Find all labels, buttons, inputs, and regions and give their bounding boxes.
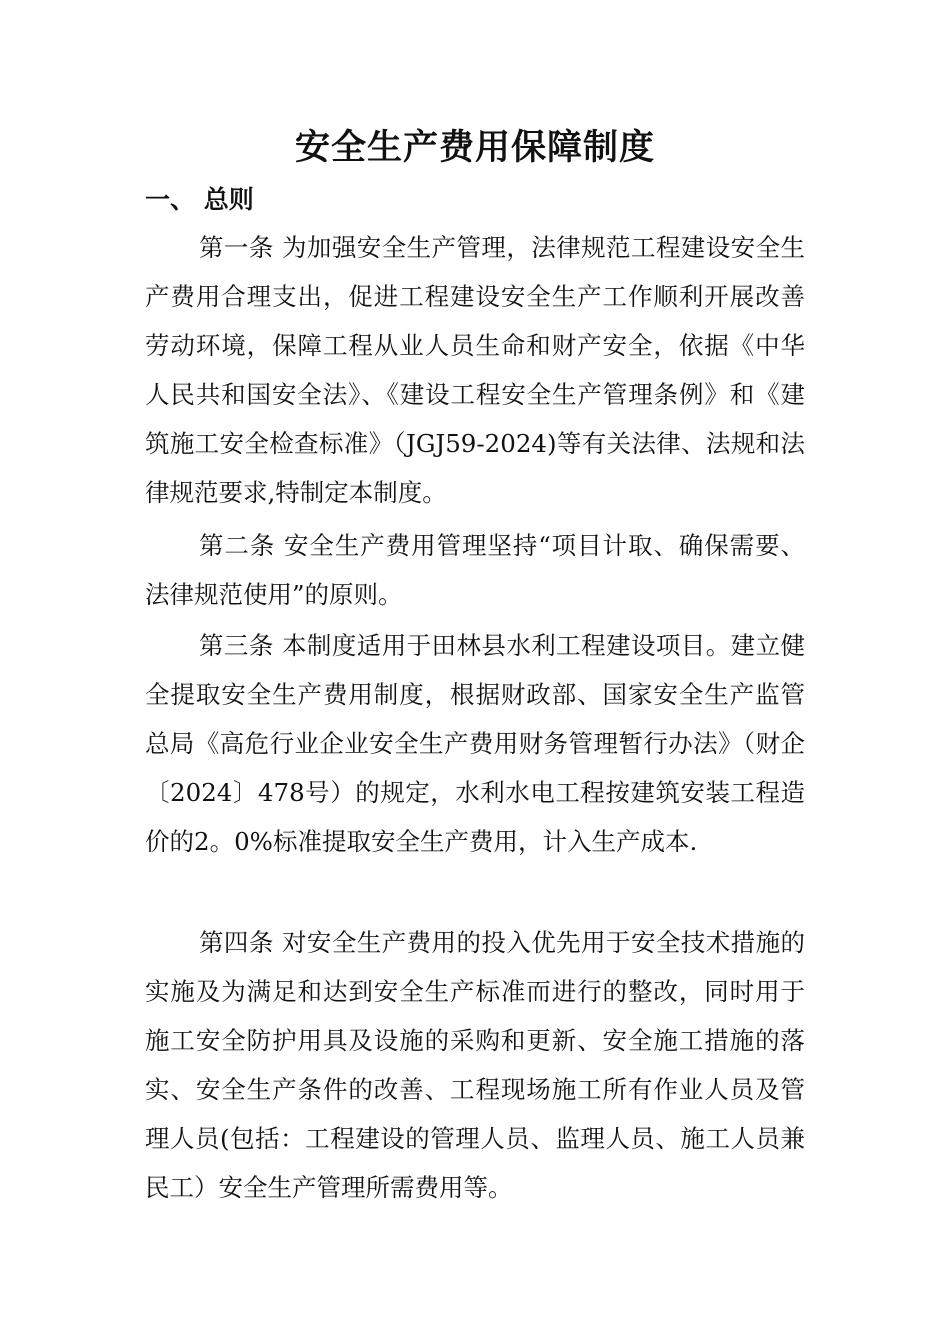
section-heading: 一、 总则 xyxy=(145,185,254,214)
article-paragraph: 第三条 本制度适用于田林县水利工程建设项目。建立健全提取安全生产费用制度，根据财政部、国家安全生产监管总局《高危行业企业安全生产费用财务管理暂行办法》（财企〔2024〕478号）的规定，水利水电工程按建筑安装工程造价的2。0%标准提取安全生产费用，计入生产成本. xyxy=(145,631,805,856)
document-title: 安全生产费用保障制度 xyxy=(294,127,655,168)
article-paragraph: 第一条 为加强安全生产管理，法律规范工程建设安全生产费用合理支出，促进工程建设安全生产工作顺利开展改善劳动环境，保障工程从业人员生命和财产安全，依据《中华人民共和国安全法》、《建设工程安全生产管理条例》和《建筑施工安全检查标准》（JGJ59-2024)等有关法律、法规和法律规范要求,特制定本制度。 xyxy=(145,233,805,507)
article-paragraph: 第二条 安全生产费用管理坚持“项目计取、确保需要、法律规范使用”的原则。 xyxy=(145,531,805,609)
article-paragraph: 第四条 对安全生产费用的投入优先用于安全技术措施的实施及为满足和达到安全生产标准而进行的整改，同时用于施工安全防护用具及设施的采购和更新、安全施工措施的落实、安全生产条件的改善、工程现场施工所有作业人员及管理人员(包括：工程建设的管理人员、监理人员、施工人员兼民工）安全生产管理所需费用等。 xyxy=(145,928,805,1202)
